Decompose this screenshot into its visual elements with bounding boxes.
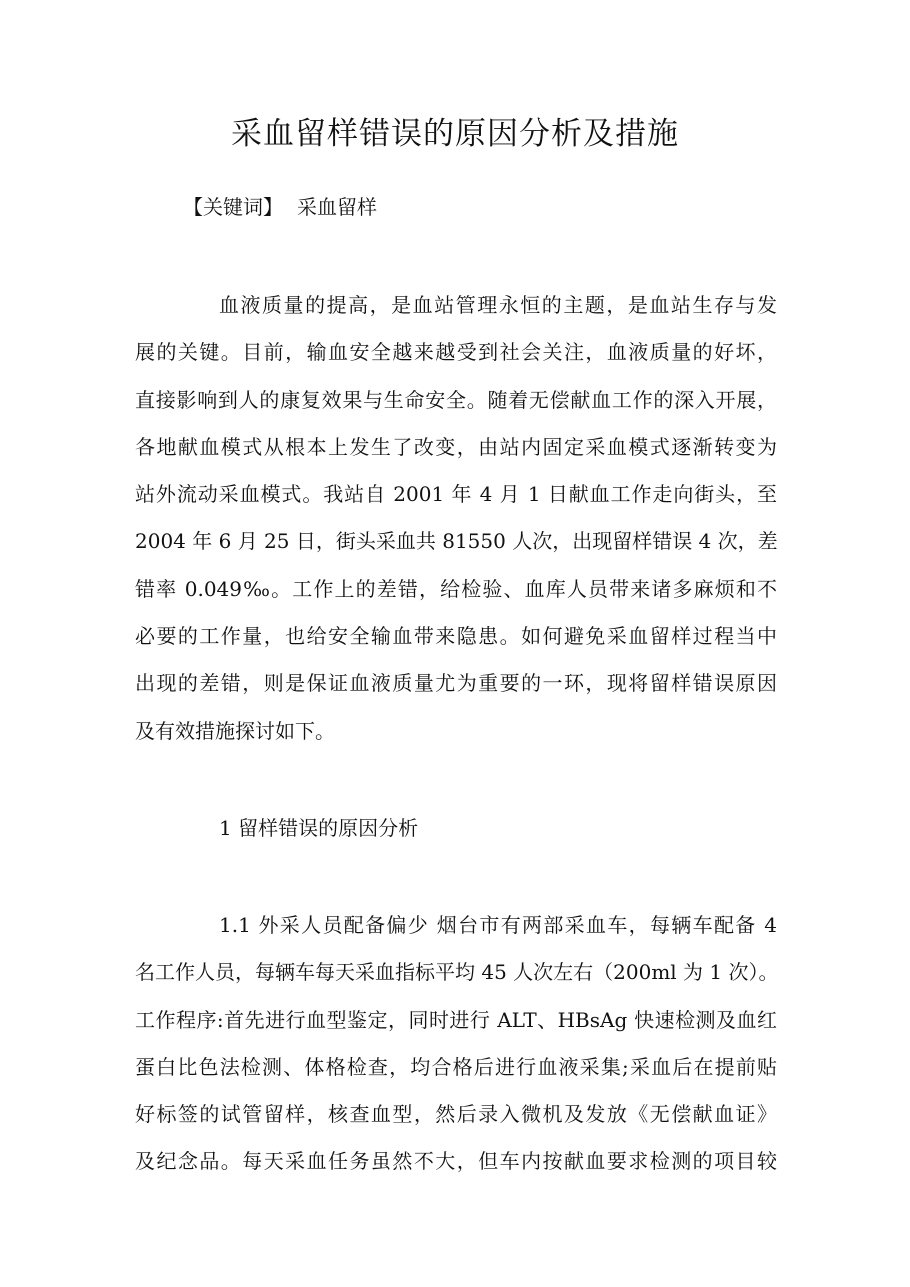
paragraph-line: 错率 0.049‰。工作上的差错，给检验、血库人员带来诸多麻烦和不: [135, 576, 777, 601]
keywords-line: [183, 191, 377, 223]
paragraph-line: 及纪念品。每天采血任务虽然不大，但车内按献血要求检测的项目较: [135, 1149, 777, 1174]
paragraph-line: 好标签的试管留样，核查血型，然后录入微机及发放《无偿献血证》: [135, 1102, 777, 1127]
paragraph-line: 及有效措施探讨如下。: [135, 718, 335, 743]
paragraph-line: 工作程序:首先进行血型鉴定，同时进行 ALT、HBsAg 快速检测及血红: [135, 1007, 777, 1032]
paragraph-line: 直接影响到人的康复效果与生命安全。随着无偿献血工作的深入开展，: [135, 387, 777, 412]
document-title: 采血留样错误的原因分析及措施: [231, 116, 679, 152]
paragraph-line: 出现的差错，则是保证血液质量尤为重要的一环，现将留样错误原因: [135, 671, 777, 696]
paragraph-line: 展的关键。目前，输血安全越来越受到社会关注，血液质量的好坏，: [135, 340, 777, 365]
paragraph-line: 各地献血模式从根本上发生了改变，由站内固定采血模式逐渐转变为: [135, 434, 777, 459]
section-heading: 1 留样错误的原因分析: [219, 816, 419, 840]
paragraph-line: 名工作人员，每辆车每天采血指标平均 45 人次左右（200ml 为 1 次）。: [135, 960, 779, 985]
paragraph-line: 1.1 外采人员配备偏少 烟台市有两部采血车，每辆车配备 4: [219, 913, 777, 937]
keywords-value: 采血留样: [297, 195, 377, 219]
paragraph-line: 血液质量的提高，是血站管理永恒的主题，是血站生存与发: [219, 293, 777, 317]
paragraph-line: 蛋白比色法检测、体格检查，均合格后进行血液采集;采血后在提前贴: [135, 1054, 777, 1079]
paragraph-line: 必要的工作量，也给安全输血带来隐患。如何避免采血留样过程当中: [135, 624, 777, 649]
paragraph-intro: [135, 282, 777, 755]
paragraph-section-1-1: [135, 902, 777, 1186]
keywords-label: 【关键词】: [183, 195, 283, 219]
paragraph-line: 站外流动采血模式。我站自 2001 年 4 月 1 日献血工作走向街头，至: [135, 482, 777, 507]
paragraph-line: 2004 年 6 月 25 日，街头采血共 81550 人次，出现留样错误 4 次，差: [135, 529, 778, 554]
